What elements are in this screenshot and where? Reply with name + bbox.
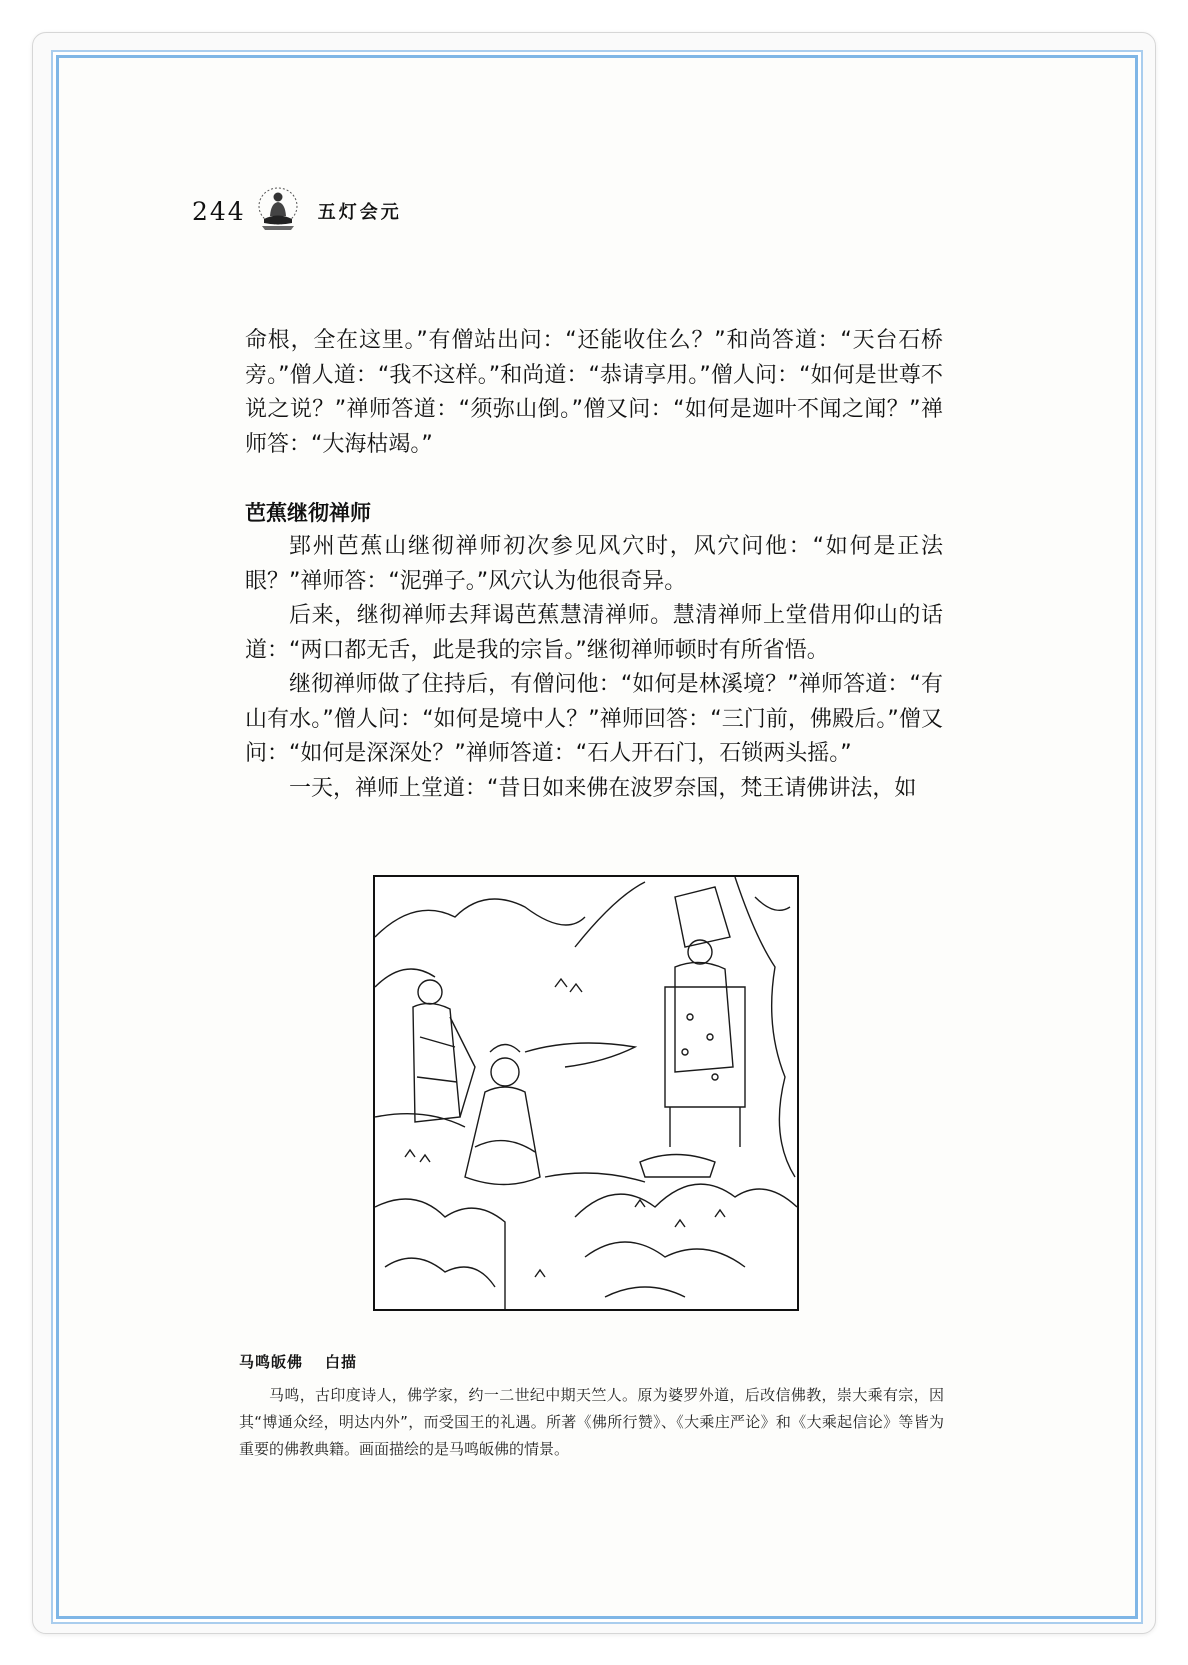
page-header bbox=[192, 186, 402, 236]
figure-caption-title bbox=[239, 1351, 357, 1372]
seated-buddha-icon bbox=[256, 186, 300, 236]
caption-style-text: 白描 bbox=[325, 1353, 358, 1371]
caption-title-text: 马鸣皈佛 bbox=[239, 1353, 304, 1371]
illustration-ma-ming-converts bbox=[373, 875, 799, 1311]
figure-caption-description: 马鸣，古印度诗人，佛学家，约一二世纪中期天竺人。原为婆罗外道，后改信佛教，崇大乘有宗，因其“博通众经，明达内外”，而受国王的礼遇。所著《佛所行赞》、《大乘庄严论》和《大乘起信论》等皆为重要的佛教典籍。画面描绘的是马鸣皈佛的情景。 bbox=[239, 1386, 944, 1458]
section-paragraph-1: 郢州芭蕉山继彻禅师初次参见风穴时，风穴问他：“如何是正法眼？”禅师答：“泥弹子。”风穴认为他很奇异。 bbox=[245, 534, 943, 594]
section-paragraph-4: 一天，禅师上堂道：“昔日如来佛在波罗奈国，梵王请佛讲法，如 bbox=[289, 775, 917, 801]
continuation-paragraph bbox=[245, 324, 943, 462]
section-paragraph-2: 后来，继彻禅师去拜谒芭蕉慧清禅师。慧清禅师上堂借用仰山的话道：“两口都无舌，此是我的宗旨。”继彻禅师顿时有所省悟。 bbox=[245, 603, 943, 663]
section-paragraph-3: 继彻禅师做了住持后，有僧问他：“如何是林溪境？”禅师答道：“有山有水。”僧人问：“如何是境中人？”禅师回答：“三门前，佛殿后。”僧又问：“如何是深深处？”禅师答道：“石人开石门，石锁两头摇。” bbox=[245, 672, 943, 766]
book-title: 五灯会元 bbox=[317, 202, 402, 223]
section-heading: 芭蕉继彻禅师 bbox=[245, 501, 371, 525]
section-body bbox=[245, 530, 943, 806]
continuation-text: 命根，全在这里。”有僧站出问：“还能收住么？”和尚答道：“天台石桥旁。”僧人道：“我不这样。”和尚道：“恭请享用。”僧人问：“如何是世尊不说之说？”禅师答道：“须弥山倒。”僧又问：“如何是迦叶不闻之闻？”禅师答：“大海枯竭。” bbox=[245, 328, 943, 457]
page-number: 244 bbox=[192, 196, 246, 226]
